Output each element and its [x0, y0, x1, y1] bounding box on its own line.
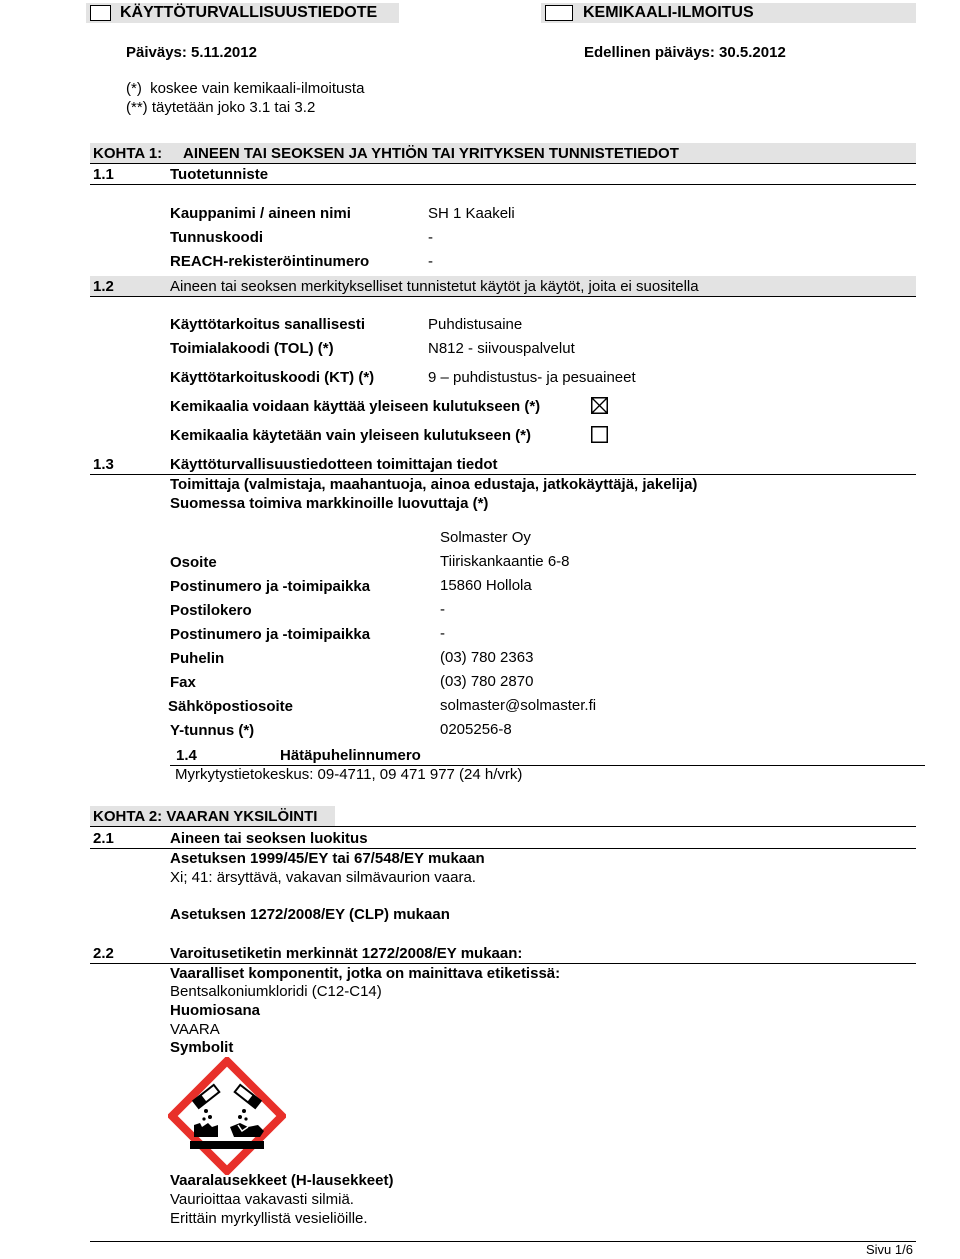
use-code-value: 9 – puhdistustus- ja pesuaineet: [428, 369, 636, 386]
checkbox-kemikaali-ilmoitus[interactable]: [545, 5, 573, 21]
subsection-1-2-number: 1.2: [93, 278, 114, 295]
divider-4: [90, 474, 916, 475]
subsection-2-1-title: Aineen tai seoksen luokitus: [170, 830, 368, 847]
use-description-value: Puhdistusaine: [428, 316, 523, 333]
subsection-1-1-number: 1.1: [93, 166, 114, 183]
date: Päiväys: 5.11.2012: [126, 44, 257, 61]
subsection-1-3-number: 1.3: [93, 456, 114, 473]
divider-3: [90, 296, 916, 297]
hazard-statements-label: Vaaralausekkeet (H-lausekkeet): [170, 1172, 394, 1189]
use-code-label: Käyttötarkoituskoodi (KT) (*): [170, 369, 375, 386]
trade-name-value: SH 1 Kaakeli: [428, 205, 515, 222]
email-value[interactable]: solmaster@solmaster.fi: [440, 697, 597, 714]
subsection-1-3-title: Käyttöturvallisuustiedotteen toimittajan tiedot: [170, 456, 498, 473]
divider-1: [90, 163, 916, 164]
hazard-statement-1: Vaurioittaa vakavasti silmiä.: [170, 1191, 354, 1208]
reach-number-value: -: [428, 253, 433, 270]
signal-word-label: Huomiosana: [170, 1002, 261, 1019]
fax-value: (03) 780 2870: [440, 673, 534, 690]
phone-value: (03) 780 2363: [440, 649, 534, 666]
divider-8: [90, 963, 916, 964]
fax-label: Fax: [170, 674, 196, 691]
reach-number-label: REACH-rekisteröintinumero: [170, 253, 370, 270]
subsection-2-1-number: 2.1: [93, 830, 114, 847]
previous-date: Edellinen päiväys: 30.5.2012: [584, 44, 786, 61]
section-1-title: AINEEN TAI SEOKSEN JA YHTIÖN TAI YRITYKSEN TUNNISTETIEDOT: [183, 145, 679, 162]
note-1: (*) koskee vain kemikaali-ilmoitusta: [126, 80, 365, 97]
trade-name-label: Kauppanimi / aineen nimi: [170, 205, 351, 222]
checkbox-kayttoturvallisuustiedote[interactable]: [90, 5, 111, 21]
market-label: Suomessa toimiva markkinoille luovuttaja (*): [170, 495, 489, 512]
divider-2: [90, 184, 916, 185]
phone-label: Puhelin: [170, 650, 225, 667]
supplier-label: Toimittaja (valmistaja, maahantuoja, ainoa edustaja, jatkokäyttäjä, jakelija): [170, 476, 698, 493]
subsection-1-1-title: Tuotetunniste: [170, 166, 269, 183]
subsection-2-2-title: Varoitusetiketin merkinnät 1272/2008/EY mukaan:: [170, 945, 523, 962]
subsection-1-2-title: Aineen tai seoksen merkitykselliset tunnistetut käytöt ja käytöt, joita ei suositella: [170, 278, 699, 295]
poison-center: Myrkytystietokeskus: 09-4711, 09 471 977 (24 h/vrk): [175, 766, 523, 783]
header-right-title: KEMIKAALI-ILMOITUS: [583, 4, 754, 21]
note-2: (**) täytetään joko 3.1 tai 3.2: [126, 99, 316, 116]
corrosion-pictogram-icon: [168, 1057, 286, 1175]
product-code-label: Tunnuskoodi: [170, 229, 264, 246]
subsection-2-2-number: 2.2: [93, 945, 114, 962]
consumer-only-label: Kemikaalia käytetään vain yleiseen kulutukseen (*): [170, 427, 532, 444]
checkbox-consumer-use-checked[interactable]: [591, 397, 608, 414]
symbols-label: Symbolit: [170, 1039, 234, 1056]
divider-7: [90, 848, 916, 849]
footer-divider: [90, 1241, 916, 1242]
subsection-1-4-number: 1.4: [176, 747, 197, 764]
pobox-postcode-label: Postinumero ja -toimipaikka: [170, 626, 371, 643]
section-1-number: KOHTA 1:: [93, 145, 163, 162]
classification: Xi; 41: ärsyttävä, vakavan silmävaurion vaara.: [170, 869, 476, 886]
consumer-use-label: Kemikaalia voidaan käyttää yleiseen kulutukseen (*): [170, 398, 541, 415]
pobox-label: Postilokero: [170, 602, 252, 619]
postcode-label: Postinumero ja -toimipaikka: [170, 578, 371, 595]
address-label: Osoite: [170, 554, 217, 571]
use-description-label: Käyttötarkoitus sanallisesti: [170, 316, 366, 333]
industry-code-label: Toimialakoodi (TOL) (*): [170, 340, 334, 357]
pobox-value: -: [440, 601, 445, 618]
hazardous-components: Bentsalkoniumkloridi (C12-C14): [170, 983, 382, 1000]
address-value: Tiiriskankaantie 6-8: [440, 553, 570, 570]
postcode-value: 15860 Hollola: [440, 577, 532, 594]
email-label: Sähköpostiosoite: [168, 698, 294, 715]
signal-word: VAARA: [170, 1021, 220, 1038]
checkbox-consumer-only[interactable]: [591, 426, 608, 443]
divider-6: [90, 826, 916, 827]
business-id-label: Y-tunnus (*): [170, 722, 255, 739]
header-left-title: KÄYTTÖTURVALLISUUSTIEDOTE: [120, 4, 378, 21]
hazardous-components-label: Vaaralliset komponentit, jotka on mainittava etiketissä:: [170, 965, 561, 982]
section-2-title: KOHTA 2: VAARAN YKSILÖINTI: [93, 808, 318, 825]
subsection-1-4-title: Hätäpuhelinnumero: [280, 747, 421, 764]
pobox-postcode-value: -: [440, 625, 445, 642]
clp-label: Asetuksen 1272/2008/EY (CLP) mukaan: [170, 906, 450, 923]
product-code-value: -: [428, 229, 433, 246]
directive-label: Asetuksen 1999/45/EY tai 67/548/EY mukaan: [170, 850, 485, 867]
hazard-statement-2: Erittäin myrkyllistä vesieliöille.: [170, 1210, 368, 1227]
company-name: Solmaster Oy: [440, 529, 531, 546]
page-number: Sivu 1/6: [866, 1242, 913, 1257]
business-id-value: 0205256-8: [440, 721, 512, 738]
industry-code-value: N812 - siivouspalvelut: [428, 340, 575, 357]
